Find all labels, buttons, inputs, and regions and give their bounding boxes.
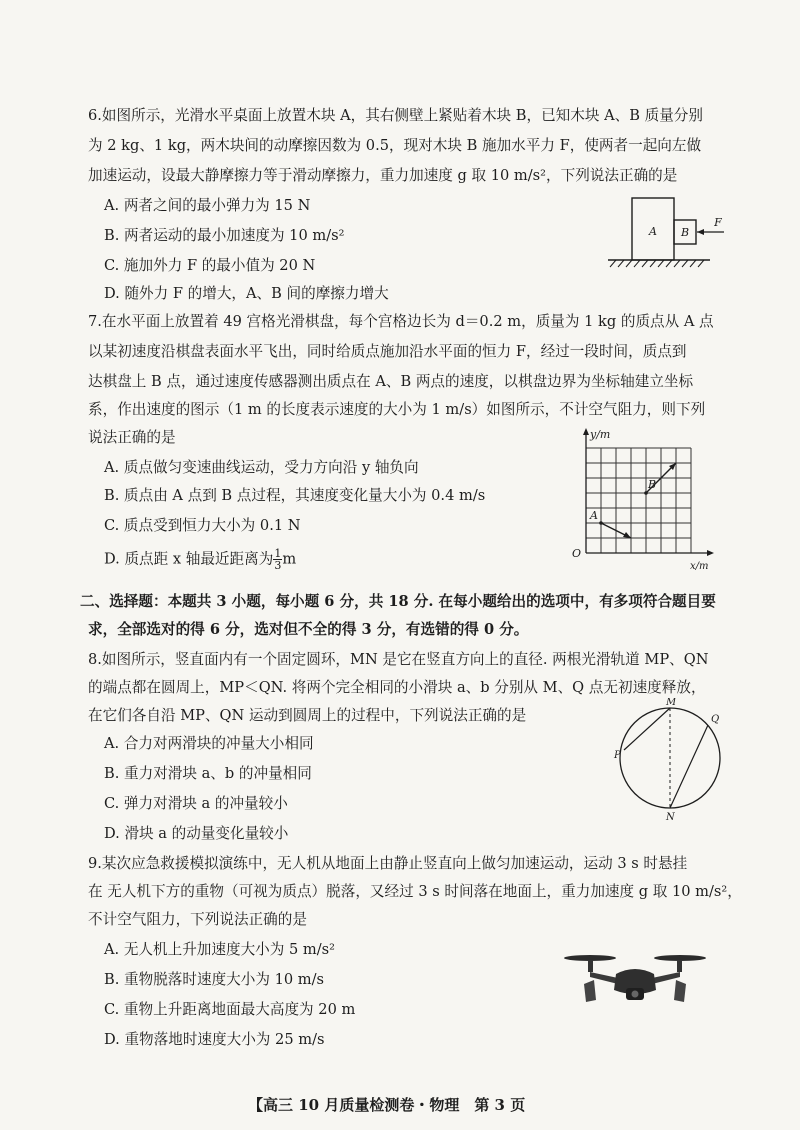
point-b [644, 491, 648, 495]
landing-leg-right [674, 980, 686, 1002]
q6-blocks-figure [600, 188, 730, 270]
q8-stem-line-2: 的端点都在圆周上，MP＜QN. 将两个完全相同的小滑块 a、b 分别从 M、Q 点无初速度释放， [88, 679, 706, 696]
q9-option-a: A. 无人机上升加速度大小为 5 m/s² [104, 941, 336, 958]
q7-option-a: A. 质点做匀变速曲线运动，受力方向沿 y 轴负向 [104, 459, 419, 476]
q8-circle-figure [608, 698, 728, 824]
q6-option-d: D. 随外力 F 的增大，A、B 间的摩擦力增大 [104, 285, 389, 302]
fraction-denominator: 3 [274, 559, 282, 572]
fraction-one-third [273, 548, 282, 571]
q6-option-a: A. 两者之间的最小弹力为 15 N [104, 197, 311, 214]
x-axis-label: x/m [690, 561, 709, 572]
label-m: M [666, 698, 677, 708]
q9-stem-line-1: 9.某次应急救援模拟演练中，无人机从地面上由静止竖直向上做匀加速运动，运动 3 s 时悬挂 [88, 855, 688, 872]
label-b: B [680, 226, 690, 239]
q8-option-c: C. 弹力对滑块 a 的冲量较小 [104, 795, 288, 812]
q9-option-b: B. 重物脱落时速度大小为 10 m/s [104, 971, 325, 988]
motor-right [677, 960, 682, 972]
label-q: Q [711, 714, 720, 725]
q7-stem-line-4: 系，作出速度的图示（1 m 的长度表示速度的大小为 1 m/s）如图所示，不计空气阻力，则下列 [88, 401, 706, 418]
q6-stem-line-3: 加速运动，设最大静摩擦力等于滑动摩擦力，重力加速度 g 取 10 m/s²，下列说法正确的是 [88, 167, 678, 184]
origin-label: O [572, 547, 582, 560]
q7-stem-line-5: 说法正确的是 [88, 429, 176, 446]
label-b: B [648, 478, 657, 491]
force-arrowhead [697, 229, 704, 235]
section-2-line-1: 二、选择题：本题共 3 小题，每小题 6 分，共 18 分. 在每小题给出的选项中，有多项符合题目要 [80, 593, 716, 610]
q9-option-c: C. 重物上升距离地面最大高度为 20 m [104, 1001, 356, 1018]
section-2-line-2: 求，全部选对的得 6 分，选对但不全的得 3 分，有选错的得 0 分。 [88, 621, 529, 638]
fraction-unit: m [282, 550, 297, 568]
drone-illustration [560, 944, 710, 1024]
page-footer: 【高三 10 月质量检测卷・物理 第 3 页 [248, 1096, 526, 1114]
label-a: A [590, 509, 598, 522]
q9-option-d: D. 重物落地时速度大小为 25 m/s [104, 1031, 325, 1048]
label-a: A [649, 225, 657, 238]
q6-option-c: C. 施加外力 F 的最小值为 20 N [104, 257, 316, 274]
y-axis-label: y/m [590, 428, 611, 441]
surface-hatching [610, 260, 704, 267]
q7-option-d-text: D. 质点距 x 轴最近距离为 [104, 550, 274, 568]
q8-option-a: A. 合力对两滑块的冲量大小相同 [104, 735, 314, 752]
q9-stem-line-3: 不计空气阻力，下列说法正确的是 [88, 911, 307, 928]
q6-stem-line-1: 6.如图所示，光滑水平桌面上放置木块 A，其右侧壁上紧贴着木块 B，已知木块 A、B 质量分别 [88, 107, 703, 124]
q8-option-b: B. 重力对滑块 a、b 的冲量相同 [104, 765, 312, 782]
q6-option-b: B. 两者运动的最小加速度为 10 m/s² [104, 227, 345, 244]
q7-option-d [104, 548, 296, 571]
q8-option-d: D. 滑块 a 的动量变化量较小 [104, 825, 289, 842]
label-p: P [614, 750, 621, 761]
q9-stem-line-2: 在 无人机下方的重物（可视为质点）脱落，又经过 3 s 时间落在地面上，重力加速度 g 取 10 m/s²， [88, 883, 742, 900]
q7-stem-line-3: 达棋盘上 B 点，通过速度传感器测出质点在 A、B 两点的速度，以棋盘边界为坐标轴建立坐标 [88, 373, 694, 390]
q6-stem-line-2: 为 2 kg、1 kg，两木块间的动摩擦因数为 0.5，现对木块 B 施加水平力 F，使两者一起向左做 [88, 137, 702, 154]
motor-left [588, 960, 593, 972]
q7-grid-figure [566, 424, 716, 574]
q7-stem-line-2: 以某初速度沿棋盘表面水平飞出，同时给质点施加沿水平面的恒力 F，经过一段时间，质点到 [88, 343, 687, 360]
y-axis-arrowhead [583, 428, 589, 435]
landing-leg-left [584, 980, 596, 1002]
q7-option-c: C. 质点受到恒力大小为 0.1 N [104, 517, 301, 534]
q7-option-b: B. 质点由 A 点到 B 点过程，其速度变化量大小为 0.4 m/s [104, 487, 486, 504]
q8-stem-line-3: 在它们各自沿 MP、QN 运动到圆周上的过程中，下列说法正确的是 [88, 707, 527, 724]
x-axis-arrowhead [707, 550, 714, 556]
q8-stem-line-1: 8.如图所示，竖直面内有一个固定圆环，MN 是它在竖直方向上的直径. 两根光滑轨道 MP、QN [88, 651, 709, 668]
label-f: F [714, 216, 722, 229]
velocity-vector-a-head [623, 532, 631, 538]
camera-lens [632, 991, 639, 998]
fraction-numerator: 1 [274, 547, 282, 560]
q7-stem-line-1: 7.在水平面上放置着 49 宫格光滑棋盘，每个宫格边长为 d＝0.2 m，质量为 1 kg 的质点从 A 点 [88, 313, 714, 330]
label-n: N [666, 812, 675, 823]
point-a [599, 521, 603, 525]
